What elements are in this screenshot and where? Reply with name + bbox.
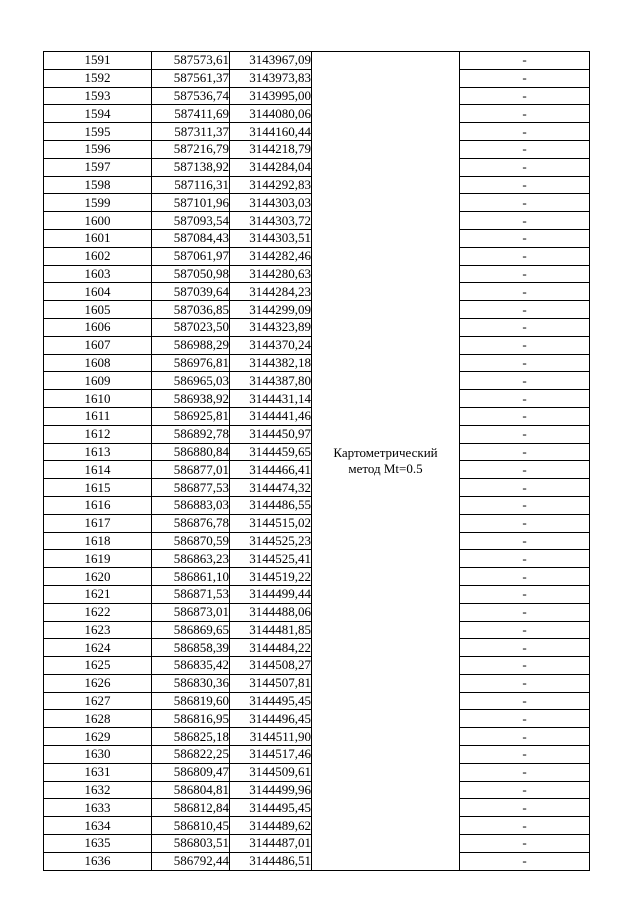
- y-coordinate-cell: 3144431,14: [230, 390, 312, 408]
- point-number-cell: 1608: [44, 354, 152, 372]
- x-coordinate-cell: 586822,25: [152, 746, 230, 764]
- point-number-cell: 1632: [44, 781, 152, 799]
- point-number-cell: 1617: [44, 514, 152, 532]
- note-cell: -: [460, 425, 590, 443]
- x-coordinate-cell: 586861,10: [152, 568, 230, 586]
- y-coordinate-cell: 3144495,45: [230, 692, 312, 710]
- x-coordinate-cell: 586877,01: [152, 461, 230, 479]
- point-number-cell: 1629: [44, 728, 152, 746]
- x-coordinate-cell: 587536,74: [152, 87, 230, 105]
- y-coordinate-cell: 3144466,41: [230, 461, 312, 479]
- point-number-cell: 1591: [44, 52, 152, 70]
- y-coordinate-cell: 3144515,02: [230, 514, 312, 532]
- y-coordinate-cell: 3144525,41: [230, 550, 312, 568]
- point-number-cell: 1609: [44, 372, 152, 390]
- y-coordinate-cell: 3144484,22: [230, 639, 312, 657]
- x-coordinate-cell: 586938,92: [152, 390, 230, 408]
- note-cell: -: [460, 639, 590, 657]
- y-coordinate-cell: 3144080,06: [230, 105, 312, 123]
- x-coordinate-cell: 587084,43: [152, 229, 230, 247]
- note-cell: -: [460, 568, 590, 586]
- y-coordinate-cell: 3144284,04: [230, 158, 312, 176]
- note-cell: -: [460, 514, 590, 532]
- x-coordinate-cell: 586804,81: [152, 781, 230, 799]
- x-coordinate-cell: 586869,65: [152, 621, 230, 639]
- y-coordinate-cell: 3144496,45: [230, 710, 312, 728]
- point-number-cell: 1620: [44, 568, 152, 586]
- point-number-cell: 1622: [44, 603, 152, 621]
- coordinates-table: [43, 51, 590, 871]
- point-number-cell: 1604: [44, 283, 152, 301]
- x-coordinate-cell: 587039,64: [152, 283, 230, 301]
- point-number-cell: 1611: [44, 407, 152, 425]
- note-cell: -: [460, 763, 590, 781]
- point-number-cell: 1625: [44, 657, 152, 675]
- note-cell: -: [460, 140, 590, 158]
- x-coordinate-cell: 587023,50: [152, 318, 230, 336]
- point-number-cell: 1594: [44, 105, 152, 123]
- x-coordinate-cell: 586965,03: [152, 372, 230, 390]
- y-coordinate-cell: 3144511,90: [230, 728, 312, 746]
- note-cell: -: [460, 657, 590, 675]
- note-cell: -: [460, 550, 590, 568]
- note-cell: -: [460, 301, 590, 319]
- note-cell: -: [460, 479, 590, 497]
- y-coordinate-cell: 3144303,72: [230, 212, 312, 230]
- y-coordinate-cell: 3144517,46: [230, 746, 312, 764]
- note-cell: -: [460, 123, 590, 141]
- point-number-cell: 1619: [44, 550, 152, 568]
- y-coordinate-cell: 3144450,97: [230, 425, 312, 443]
- y-coordinate-cell: 3143973,83: [230, 69, 312, 87]
- table-row: [44, 52, 590, 70]
- point-number-cell: 1623: [44, 621, 152, 639]
- note-cell: -: [460, 52, 590, 70]
- point-number-cell: 1627: [44, 692, 152, 710]
- x-coordinate-cell: 587116,31: [152, 176, 230, 194]
- x-coordinate-cell: 586925,81: [152, 407, 230, 425]
- note-cell: -: [460, 674, 590, 692]
- point-number-cell: 1593: [44, 87, 152, 105]
- note-cell: -: [460, 283, 590, 301]
- point-number-cell: 1606: [44, 318, 152, 336]
- y-coordinate-cell: 3144280,63: [230, 265, 312, 283]
- point-number-cell: 1597: [44, 158, 152, 176]
- y-coordinate-cell: 3144499,44: [230, 585, 312, 603]
- x-coordinate-cell: 586792,44: [152, 852, 230, 870]
- x-coordinate-cell: 586870,59: [152, 532, 230, 550]
- x-coordinate-cell: 586976,81: [152, 354, 230, 372]
- x-coordinate-cell: 586871,53: [152, 585, 230, 603]
- point-number-cell: 1636: [44, 852, 152, 870]
- note-cell: -: [460, 194, 590, 212]
- y-coordinate-cell: 3144495,45: [230, 799, 312, 817]
- note-cell: -: [460, 461, 590, 479]
- note-cell: -: [460, 585, 590, 603]
- x-coordinate-cell: 587138,92: [152, 158, 230, 176]
- x-coordinate-cell: 586819,60: [152, 692, 230, 710]
- point-number-cell: 1624: [44, 639, 152, 657]
- note-cell: -: [460, 87, 590, 105]
- x-coordinate-cell: 586892,78: [152, 425, 230, 443]
- y-coordinate-cell: 3144299,09: [230, 301, 312, 319]
- note-cell: -: [460, 354, 590, 372]
- point-number-cell: 1613: [44, 443, 152, 461]
- note-cell: -: [460, 532, 590, 550]
- x-coordinate-cell: 586816,95: [152, 710, 230, 728]
- y-coordinate-cell: 3144525,23: [230, 532, 312, 550]
- x-coordinate-cell: 586810,45: [152, 817, 230, 835]
- x-coordinate-cell: 586883,03: [152, 496, 230, 514]
- y-coordinate-cell: 3144292,83: [230, 176, 312, 194]
- y-coordinate-cell: 3144370,24: [230, 336, 312, 354]
- point-number-cell: 1614: [44, 461, 152, 479]
- point-number-cell: 1603: [44, 265, 152, 283]
- x-coordinate-cell: 586809,47: [152, 763, 230, 781]
- note-cell: -: [460, 692, 590, 710]
- note-cell: -: [460, 728, 590, 746]
- note-cell: -: [460, 799, 590, 817]
- y-coordinate-cell: 3144509,61: [230, 763, 312, 781]
- note-cell: -: [460, 710, 590, 728]
- point-number-cell: 1607: [44, 336, 152, 354]
- y-coordinate-cell: 3144487,01: [230, 835, 312, 853]
- note-cell: -: [460, 158, 590, 176]
- note-cell: -: [460, 407, 590, 425]
- note-cell: -: [460, 265, 590, 283]
- x-coordinate-cell: 586880,84: [152, 443, 230, 461]
- note-cell: -: [460, 229, 590, 247]
- note-cell: -: [460, 817, 590, 835]
- x-coordinate-cell: 586825,18: [152, 728, 230, 746]
- point-number-cell: 1626: [44, 674, 152, 692]
- y-coordinate-cell: 3143967,09: [230, 52, 312, 70]
- y-coordinate-cell: 3144486,55: [230, 496, 312, 514]
- point-number-cell: 1621: [44, 585, 152, 603]
- x-coordinate-cell: 586988,29: [152, 336, 230, 354]
- point-number-cell: 1602: [44, 247, 152, 265]
- point-number-cell: 1630: [44, 746, 152, 764]
- x-coordinate-cell: 587093,54: [152, 212, 230, 230]
- x-coordinate-cell: 587050,98: [152, 265, 230, 283]
- method-text-line: Картометрический: [333, 444, 438, 460]
- x-coordinate-cell: 587573,61: [152, 52, 230, 70]
- point-number-cell: 1635: [44, 835, 152, 853]
- point-number-cell: 1599: [44, 194, 152, 212]
- point-number-cell: 1601: [44, 229, 152, 247]
- coordinates-table-body: [44, 52, 590, 871]
- note-cell: -: [460, 781, 590, 799]
- method-cell: [312, 52, 460, 871]
- point-number-cell: 1610: [44, 390, 152, 408]
- y-coordinate-cell: 3144474,32: [230, 479, 312, 497]
- y-coordinate-cell: 3144387,80: [230, 372, 312, 390]
- y-coordinate-cell: 3144303,51: [230, 229, 312, 247]
- note-cell: -: [460, 603, 590, 621]
- y-coordinate-cell: 3144508,27: [230, 657, 312, 675]
- x-coordinate-cell: 587311,37: [152, 123, 230, 141]
- y-coordinate-cell: 3144481,85: [230, 621, 312, 639]
- x-coordinate-cell: 586830,36: [152, 674, 230, 692]
- x-coordinate-cell: 587101,96: [152, 194, 230, 212]
- point-number-cell: 1592: [44, 69, 152, 87]
- point-number-cell: 1615: [44, 479, 152, 497]
- note-cell: -: [460, 372, 590, 390]
- note-cell: -: [460, 212, 590, 230]
- y-coordinate-cell: 3144218,79: [230, 140, 312, 158]
- point-number-cell: 1605: [44, 301, 152, 319]
- note-cell: -: [460, 176, 590, 194]
- note-cell: -: [460, 496, 590, 514]
- point-number-cell: 1595: [44, 123, 152, 141]
- y-coordinate-cell: 3144488,06: [230, 603, 312, 621]
- note-cell: -: [460, 69, 590, 87]
- x-coordinate-cell: 586877,53: [152, 479, 230, 497]
- x-coordinate-cell: 586803,51: [152, 835, 230, 853]
- y-coordinate-cell: 3144382,18: [230, 354, 312, 372]
- x-coordinate-cell: 586876,78: [152, 514, 230, 532]
- point-number-cell: 1618: [44, 532, 152, 550]
- x-coordinate-cell: 586873,01: [152, 603, 230, 621]
- note-cell: -: [460, 390, 590, 408]
- note-cell: -: [460, 247, 590, 265]
- note-cell: -: [460, 835, 590, 853]
- point-number-cell: 1612: [44, 425, 152, 443]
- x-coordinate-cell: 586863,23: [152, 550, 230, 568]
- note-cell: -: [460, 105, 590, 123]
- y-coordinate-cell: 3144486,51: [230, 852, 312, 870]
- x-coordinate-cell: 587036,85: [152, 301, 230, 319]
- point-number-cell: 1596: [44, 140, 152, 158]
- y-coordinate-cell: 3144459,65: [230, 443, 312, 461]
- note-cell: -: [460, 746, 590, 764]
- y-coordinate-cell: 3144441,46: [230, 407, 312, 425]
- y-coordinate-cell: 3144519,22: [230, 568, 312, 586]
- point-number-cell: 1598: [44, 176, 152, 194]
- x-coordinate-cell: 586858,39: [152, 639, 230, 657]
- note-cell: -: [460, 621, 590, 639]
- x-coordinate-cell: 587216,79: [152, 140, 230, 158]
- note-cell: -: [460, 318, 590, 336]
- y-coordinate-cell: 3144303,03: [230, 194, 312, 212]
- y-coordinate-cell: 3144160,44: [230, 123, 312, 141]
- y-coordinate-cell: 3143995,00: [230, 87, 312, 105]
- x-coordinate-cell: 586835,42: [152, 657, 230, 675]
- y-coordinate-cell: 3144323,89: [230, 318, 312, 336]
- point-number-cell: 1633: [44, 799, 152, 817]
- note-cell: -: [460, 336, 590, 354]
- x-coordinate-cell: 587561,37: [152, 69, 230, 87]
- method-text-line: метод Mt=0.5: [348, 460, 423, 476]
- y-coordinate-cell: 3144489,62: [230, 817, 312, 835]
- point-number-cell: 1600: [44, 212, 152, 230]
- point-number-cell: 1631: [44, 763, 152, 781]
- x-coordinate-cell: 586812,84: [152, 799, 230, 817]
- point-number-cell: 1634: [44, 817, 152, 835]
- point-number-cell: 1616: [44, 496, 152, 514]
- note-cell: -: [460, 443, 590, 461]
- x-coordinate-cell: 587061,97: [152, 247, 230, 265]
- point-number-cell: 1628: [44, 710, 152, 728]
- y-coordinate-cell: 3144499,96: [230, 781, 312, 799]
- y-coordinate-cell: 3144507,81: [230, 674, 312, 692]
- y-coordinate-cell: 3144284,23: [230, 283, 312, 301]
- note-cell: -: [460, 852, 590, 870]
- x-coordinate-cell: 587411,69: [152, 105, 230, 123]
- y-coordinate-cell: 3144282,46: [230, 247, 312, 265]
